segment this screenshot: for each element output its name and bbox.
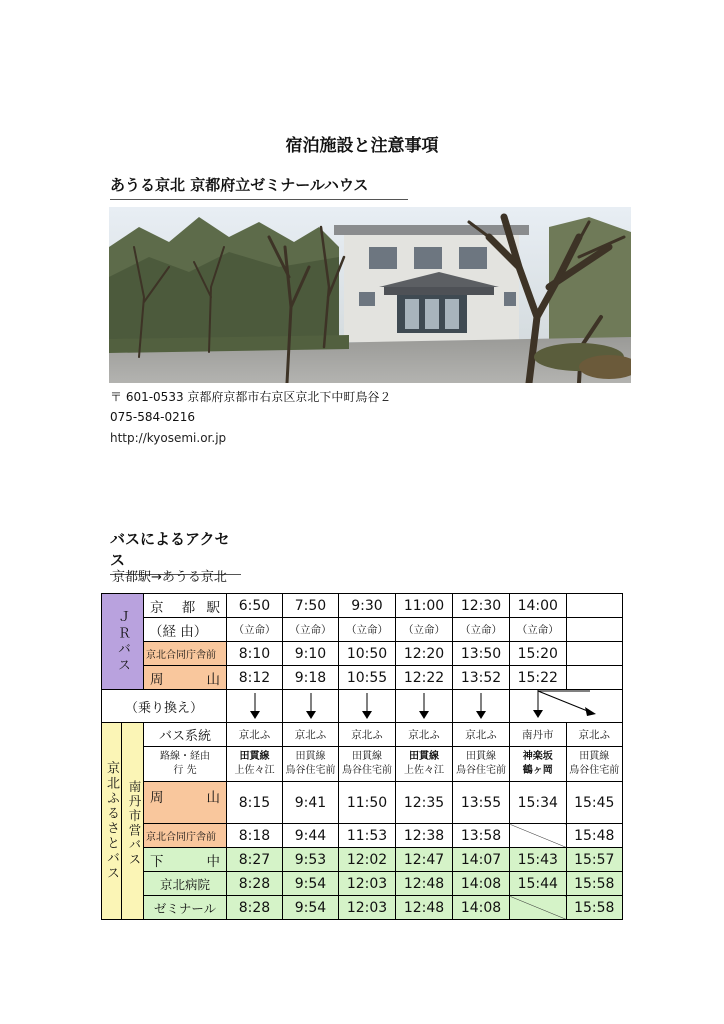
facility-phone: 075-584-0216: [110, 410, 196, 424]
station-cell: [144, 594, 227, 618]
access-heading: バスによるアクセス: [110, 528, 241, 575]
time-cell: 13:55: [453, 782, 510, 824]
time-cell: 15:57: [566, 848, 623, 872]
time-cell: 8:15: [227, 782, 283, 824]
transfer-arrow-cell: [453, 690, 510, 723]
route-label-text: 路線・経由: [160, 751, 210, 762]
time-cell: 12:20: [396, 642, 453, 666]
time-cell: 8:12: [227, 666, 283, 690]
time-cell: 9:41: [283, 782, 339, 824]
transfer-row: [102, 690, 623, 723]
bus-line-cell: 京北ふ: [227, 723, 283, 747]
time-cell: 14:00: [510, 594, 567, 618]
jr-bus-label: ＪＲバス: [102, 594, 144, 690]
route-dest-cell: [283, 747, 339, 782]
time-cell: 6:50: [227, 594, 283, 618]
time-cell: 8:18: [227, 824, 283, 848]
dest-name: 鳥谷住宅前: [285, 765, 336, 776]
bus-line-cell: 京北ふ: [283, 723, 339, 747]
time-cell: 14:08: [453, 872, 510, 896]
table-row: [102, 872, 623, 896]
time-cell: （立命）: [227, 618, 283, 642]
facility-address: 〒 601-0533 京都府京都市右京区京北下中町鳥谷２: [110, 390, 392, 404]
bus-line-cell: 南丹市: [510, 723, 567, 747]
arrow-down-icon: [418, 693, 430, 719]
table-row: [102, 848, 623, 872]
time-cell: 13:58: [453, 824, 510, 848]
station-char: 都: [181, 599, 196, 616]
time-cell: 8:28: [227, 872, 283, 896]
time-cell: 12:48: [396, 872, 453, 896]
time-cell: 11:50: [339, 782, 396, 824]
dest-name: 鳥谷住宅前: [569, 765, 620, 776]
route-dest-label: [144, 747, 227, 782]
time-cell: 15:48: [566, 824, 623, 848]
time-cell: 14:07: [453, 848, 510, 872]
no-service-cell: [510, 824, 567, 848]
route-name: 田貫線: [239, 751, 270, 762]
arrow-down-icon: [475, 693, 487, 719]
station-char: 山: [206, 671, 220, 688]
time-cell: 12:03: [339, 896, 396, 920]
route-name: 神楽坂: [522, 751, 553, 762]
route-label: 京都駅→あうる京北: [112, 570, 227, 585]
route-name: 田貫線: [352, 751, 382, 762]
station-char: 駅: [206, 599, 220, 616]
time-cell: 9:54: [283, 896, 339, 920]
route-name: 田貫線: [466, 751, 496, 762]
station-char: 下: [150, 853, 164, 870]
time-cell: 15:20: [510, 642, 567, 666]
time-cell: 15:58: [566, 896, 623, 920]
route-dest-cell: [566, 747, 623, 782]
dest-name: 鶴ヶ岡: [522, 765, 553, 776]
time-cell: 10:50: [339, 642, 396, 666]
table-row: [102, 824, 623, 848]
bus-line-label: バス系統: [144, 723, 227, 747]
route-name: 田貫線: [579, 751, 610, 762]
transfer-arrow-cell: [227, 690, 283, 723]
time-cell: 9:18: [283, 666, 339, 690]
time-cell: [566, 666, 623, 690]
time-cell: 15:44: [510, 872, 567, 896]
bus-line-cell: 京北ふ: [396, 723, 453, 747]
time-cell: 12:47: [396, 848, 453, 872]
dest-name: 鳥谷住宅前: [456, 765, 506, 776]
time-cell: 12:30: [453, 594, 510, 618]
route-dest-cell: [227, 747, 283, 782]
time-cell: 15:45: [566, 782, 623, 824]
transfer-arrow-cell: [339, 690, 396, 723]
time-cell: 15:22: [510, 666, 567, 690]
table-row: [102, 594, 623, 618]
time-cell: （立命）: [510, 618, 567, 642]
route-dest-cell: [510, 747, 567, 782]
time-cell: 13:50: [453, 642, 510, 666]
arrow-down-icon: [361, 693, 373, 719]
time-cell: 9:53: [283, 848, 339, 872]
arrow-down-icon: [305, 693, 317, 719]
transfer-arrow-cell: [396, 690, 453, 723]
time-cell: 14:08: [453, 896, 510, 920]
time-cell: [566, 618, 623, 642]
facility-url[interactable]: http://kyosemi.or.jp: [110, 431, 227, 445]
dest-label-text: 行 先: [173, 765, 197, 776]
time-cell: 8:28: [227, 896, 283, 920]
diagonal-arrow-icon: [510, 690, 622, 718]
dest-name: 上佐々江: [234, 765, 275, 776]
time-cell: （立命）: [339, 618, 396, 642]
time-cell: 15:58: [566, 872, 623, 896]
time-cell: 11:00: [396, 594, 453, 618]
time-cell: 12:48: [396, 896, 453, 920]
station-cell: [144, 666, 227, 690]
nantan-bus-label: 南丹市営バス: [122, 723, 144, 920]
facility-photo: [109, 207, 631, 383]
time-cell: （立命）: [283, 618, 339, 642]
time-cell: 15:43: [510, 848, 567, 872]
station-char: 京: [150, 599, 164, 616]
table-row: [102, 723, 623, 747]
table-row: [102, 618, 623, 642]
time-cell: 9:44: [283, 824, 339, 848]
time-cell: 13:52: [453, 666, 510, 690]
time-cell: 12:03: [339, 872, 396, 896]
facility-heading: あうる京北 京都府立ゼミナールハウス: [110, 174, 408, 200]
kyohoku-bus-label: 京北ふるさとバス: [102, 723, 122, 920]
dest-name: 上佐々江: [404, 765, 444, 776]
station-char: 周: [150, 671, 164, 688]
seminar-house-image: [109, 207, 631, 383]
station-cell: 京北合同庁舎前: [144, 642, 227, 666]
station-cell: 京北病院: [144, 872, 227, 896]
route-name: 田貫線: [295, 751, 326, 762]
time-cell: （立命）: [396, 618, 453, 642]
bus-timetable: [101, 593, 623, 920]
bus-line-cell: 京北ふ: [566, 723, 623, 747]
table-row: [102, 782, 623, 824]
station-cell: [144, 848, 227, 872]
transfer-label: （乗り換え）: [102, 690, 227, 723]
station-cell: ゼミナール: [144, 896, 227, 920]
time-cell: 7:50: [283, 594, 339, 618]
time-cell: （立命）: [453, 618, 510, 642]
no-service-cell: [510, 896, 567, 920]
time-cell: 12:35: [396, 782, 453, 824]
station-char: 山: [206, 790, 220, 806]
time-cell: 9:54: [283, 872, 339, 896]
bus-line-cell: 京北ふ: [339, 723, 396, 747]
bus-line-cell: 京北ふ: [453, 723, 510, 747]
route-dest-cell: [453, 747, 510, 782]
station-char: 周: [150, 790, 164, 806]
time-cell: 9:10: [283, 642, 339, 666]
time-cell: 8:27: [227, 848, 283, 872]
route-name: 田貫線: [409, 751, 439, 762]
table-row: [102, 747, 623, 782]
table-row: [102, 666, 623, 690]
route-dest-cell: [339, 747, 396, 782]
time-cell: 15:34: [510, 782, 567, 824]
time-cell: 10:55: [339, 666, 396, 690]
arrow-down-icon: [249, 693, 261, 719]
station-cell: （経 由）: [144, 618, 227, 642]
time-cell: 8:10: [227, 642, 283, 666]
transfer-arrow-cell: [283, 690, 339, 723]
station-char: 中: [206, 853, 220, 870]
table-row: [102, 896, 623, 920]
time-cell: [566, 642, 623, 666]
time-cell: 11:53: [339, 824, 396, 848]
time-cell: 12:02: [339, 848, 396, 872]
time-cell: 12:38: [396, 824, 453, 848]
station-cell: [144, 782, 227, 824]
table-row: [102, 642, 623, 666]
station-cell: 京北合同庁舎前: [144, 824, 227, 848]
page-title: 宿泊施設と注意事項: [285, 136, 439, 156]
time-cell: 12:22: [396, 666, 453, 690]
transfer-arrow-cell: [510, 690, 623, 723]
route-dest-cell: [396, 747, 453, 782]
dest-name: 鳥谷住宅前: [342, 765, 392, 776]
time-cell: 9:30: [339, 594, 396, 618]
time-cell: [566, 594, 623, 618]
